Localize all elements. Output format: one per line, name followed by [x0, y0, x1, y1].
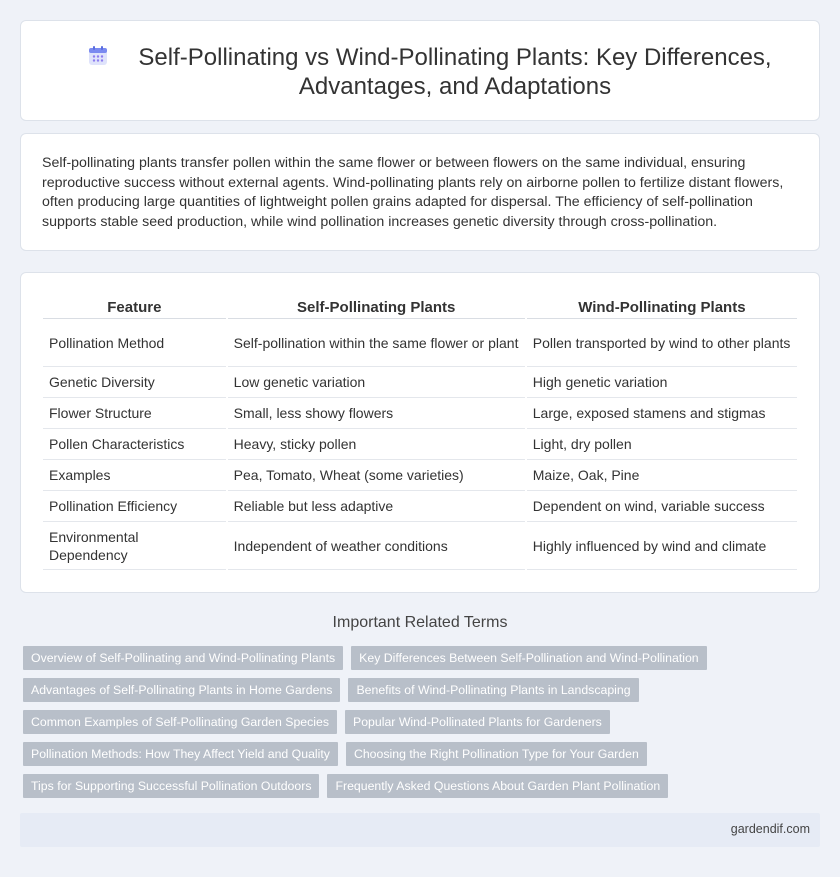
table-cell: Examples [43, 460, 226, 491]
table-row [43, 522, 797, 570]
footer [20, 813, 820, 847]
table-cell: High genetic variation [527, 367, 797, 398]
related-term-link[interactable]: Common Examples of Self-Pollinating Garden Species [23, 710, 337, 734]
related-term-link[interactable]: Benefits of Wind-Pollinating Plants in Landscaping [348, 678, 638, 702]
header-self-pollinating: Self-Pollinating Plants [228, 295, 525, 319]
table-row [43, 319, 797, 367]
table-cell: Flower Structure [43, 398, 226, 429]
title-card [20, 20, 820, 121]
table-cell: Pollination Method [43, 319, 226, 367]
related-terms-heading: Important Related Terms [332, 614, 508, 631]
table-cell: Pea, Tomato, Wheat (some varieties) [228, 460, 525, 491]
related-term-link[interactable]: Key Differences Between Self-Pollination and Wind-Pollination [351, 646, 707, 670]
comparison-card [20, 272, 820, 593]
table-cell: Self-pollination within the same flower or plant [228, 319, 525, 367]
table-cell: Highly influenced by wind and climate [527, 522, 797, 570]
table-cell: Pollen transported by wind to other plants [527, 319, 797, 367]
table-row [43, 429, 797, 460]
header-feature: Feature [43, 295, 226, 319]
table-cell: Small, less showy flowers [228, 398, 525, 429]
table-cell: Heavy, sticky pollen [228, 429, 525, 460]
table-cell: Pollen Characteristics [43, 429, 226, 460]
table-row [43, 491, 797, 522]
comparison-table [41, 295, 799, 570]
table-cell: Genetic Diversity [43, 367, 226, 398]
related-terms-list [23, 646, 823, 806]
table-cell: Maize, Oak, Pine [527, 460, 797, 491]
table-cell: Low genetic variation [228, 367, 525, 398]
related-term-link[interactable]: Overview of Self-Pollinating and Wind-Pollinating Plants [23, 646, 343, 670]
table-cell: Reliable but less adaptive [228, 491, 525, 522]
table-cell: Independent of weather conditions [228, 522, 525, 570]
table-cell: Pollination Efficiency [43, 491, 226, 522]
table-row [43, 460, 797, 491]
table-cell: Large, exposed stamens and stigmas [527, 398, 797, 429]
table-cell: Light, dry pollen [527, 429, 797, 460]
related-term-link[interactable]: Frequently Asked Questions About Garden Plant Pollination [327, 774, 668, 798]
related-term-link[interactable]: Tips for Supporting Successful Pollination Outdoors [23, 774, 319, 798]
table-row [43, 367, 797, 398]
header-wind-pollinating: Wind-Pollinating Plants [527, 295, 797, 319]
table-cell: Dependent on wind, variable success [527, 491, 797, 522]
related-term-link[interactable]: Choosing the Right Pollination Type for Your Garden [346, 742, 647, 766]
intro-card [20, 133, 820, 251]
intro-paragraph: Self-pollinating plants transfer pollen within the same flower or between flowers on the same individual, ensuring reproductive success without external agents. Wind-pollinating plants rely on airborne pollen to fertilize distant flowers, often producing large quantities of lightweight pollen grains adapted for dispersal. The efficiency of self-pollination supports stable seed production, while wind pollination increases genetic diversity through cross-pollination. [42, 155, 784, 230]
table-row [43, 398, 797, 429]
footer-site-link[interactable]: gardendif.com [730, 822, 810, 836]
related-term-link[interactable]: Advantages of Self-Pollinating Plants in Home Gardens [23, 678, 340, 702]
page-title: Self-Pollinating vs Wind-Pollinating Plants: Key Differences, Advantages, and Adaptations [138, 44, 772, 100]
related-term-link[interactable]: Popular Wind-Pollinated Plants for Gardeners [345, 710, 610, 734]
table-header-row [43, 295, 797, 319]
table-cell: Environmental Dependency [43, 522, 226, 570]
related-term-link[interactable]: Pollination Methods: How They Affect Yield and Quality [23, 742, 338, 766]
